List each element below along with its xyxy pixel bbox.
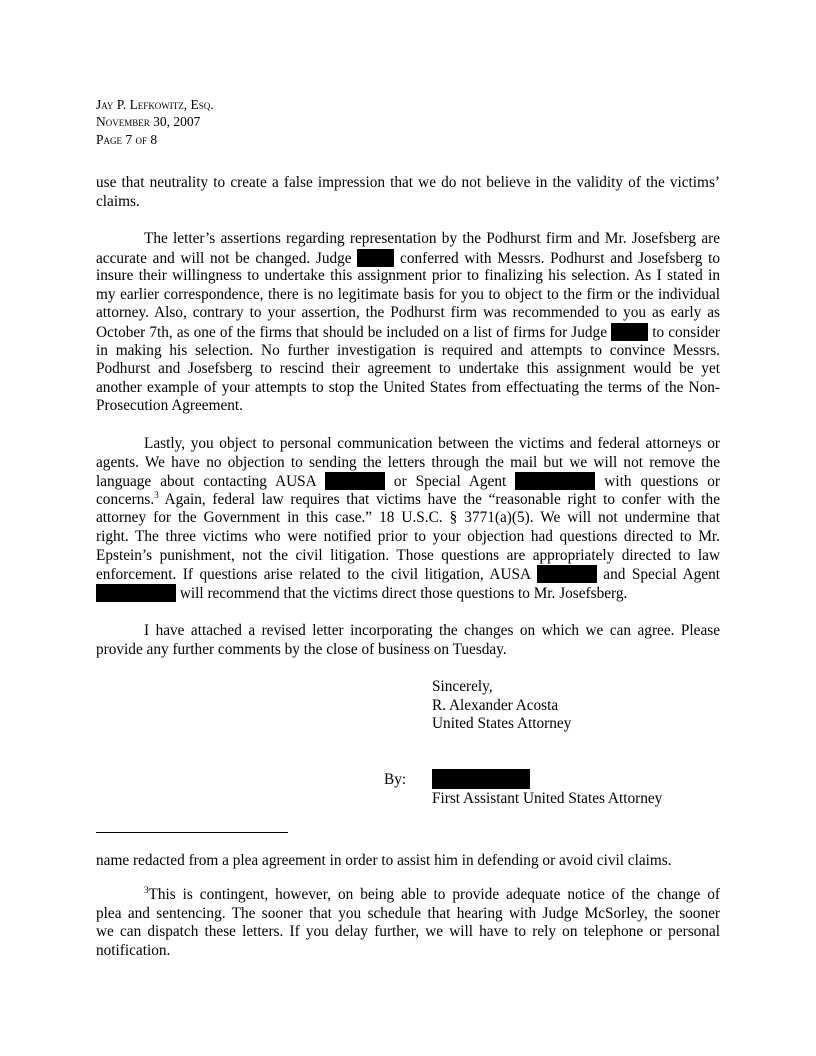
text-fragment: with questions or	[604, 473, 721, 491]
text-fragment: Again, federal law requires that victims have the “reasonable right to confer with the	[158, 490, 720, 508]
text-line: I have attached a revised letter incorporating the changes on which we can agree. Please	[144, 622, 720, 639]
text-line: insure their willingness to undertake this assignment prior to finalizing his selection. As I stated in	[96, 267, 720, 285]
text-line: my earlier correspondence, there is no legitimate basis for you to object to the firm or the individual	[96, 285, 720, 303]
text-line	[96, 472, 720, 491]
text-fragment: will recommend that the victims direct those questions to Mr. Josefsberg.	[179, 584, 628, 602]
closing: Sincerely,	[432, 678, 493, 695]
redaction-bar	[515, 472, 595, 490]
text-line	[96, 323, 720, 342]
footnote-3-line: notification.	[96, 941, 171, 959]
signatory-title: United States Attorney	[432, 715, 572, 733]
text-fragment: accurate and will not be changed. Judge	[96, 249, 352, 267]
text-line	[96, 565, 720, 584]
text-line: Lastly, you object to personal communication between the victims and federal attorneys or	[144, 435, 720, 452]
text-line: another example of your attempts to stop the United States from effectuating the terms of the Non-	[96, 378, 720, 396]
text-fragment: or Special Agent	[393, 473, 507, 491]
text-line: Podhurst and Josefsberg to rescind their agreement to undertake this assignment would be yet	[96, 360, 720, 378]
header-recipient: Jay P. Lefkowitz, Esq.	[96, 97, 214, 112]
text-line	[96, 584, 720, 603]
text-fragment: conferred with Messrs. Podhurst and Josefsberg to	[400, 249, 720, 267]
signer-title: First Assistant United States Attorney	[432, 790, 663, 807]
text-fragment: and Special Agent	[603, 566, 720, 584]
text-line: Prosecution Agreement.	[96, 397, 243, 415]
redaction-bar	[432, 769, 530, 789]
text-line	[96, 491, 720, 510]
page-header	[96, 96, 214, 148]
footnote-ref: 3	[154, 489, 159, 500]
text-fragment: enforcement. If questions arise related to the civil litigation, AUSA	[96, 566, 531, 584]
text-line: attorney. Also, contrary to your assertion, the Podhurst firm was recommended to you as early as	[96, 304, 720, 322]
text-line: claims.	[96, 192, 140, 210]
text-fragment: This is contingent, however, on being able to provide adequate notice of the change of	[148, 886, 720, 903]
footnote-3-line: we can dispatch these letters. If you delay further, we will have to rely on telephone or personal	[96, 923, 720, 941]
text-line: attorney for the Government in this case.” 18 U.S.C. § 3771(a)(5). We will not undermine that	[96, 509, 720, 527]
redaction-bar	[96, 584, 176, 602]
text-line: provide any further comments by the close of business on Tuesday.	[96, 640, 507, 658]
text-line: Epstein’s punishment, not the civil litigation. Those questions are appropriately directed to law	[96, 546, 720, 564]
text-fragment: language about contacting AUSA	[96, 473, 316, 491]
footnote-marker: 3	[144, 885, 149, 895]
signatory-name: R. Alexander Acosta	[432, 696, 559, 714]
text-line: in making his selection. No further investigation is required and attempts to convince Messrs.	[96, 341, 720, 359]
text-line: The letter’s assertions regarding representation by the Podhurst firm and Mr. Josefsberg are	[144, 230, 720, 247]
text-fragment: concerns.	[96, 490, 155, 508]
text-fragment: to consider	[652, 324, 721, 341]
footnote-separator	[96, 832, 288, 833]
text-fragment: October 7th, as one of the firms that should be included on a list of firms for Judge	[96, 324, 607, 341]
footnote-3-line	[96, 886, 720, 905]
text-line: agents. We have no objection to sending the letters through the mail but we will not remove the	[96, 453, 720, 471]
text-line: use that neutrality to create a false impression that we do not believe in the validity of the victims’	[96, 174, 720, 191]
header-date: November 30, 2007	[96, 114, 201, 130]
footnote-3-line: plea and sentencing. The sooner that you schedule that hearing with Judge McSorley, the sooner	[96, 904, 720, 922]
text-line: right. The three victims who were notified prior to your objection had questions directed to Mr.	[96, 528, 720, 545]
footnote-continuation: name redacted from a plea agreement in order to assist him in defending or avoid civil claims.	[96, 852, 672, 869]
redaction-bar	[537, 565, 597, 583]
by-label: By:	[384, 771, 407, 788]
header-page-number: Page 7 of 8	[96, 131, 158, 147]
redaction-bar	[325, 472, 385, 490]
redaction-bar	[357, 249, 394, 267]
text-line	[96, 249, 720, 268]
redaction-bar	[611, 323, 648, 341]
